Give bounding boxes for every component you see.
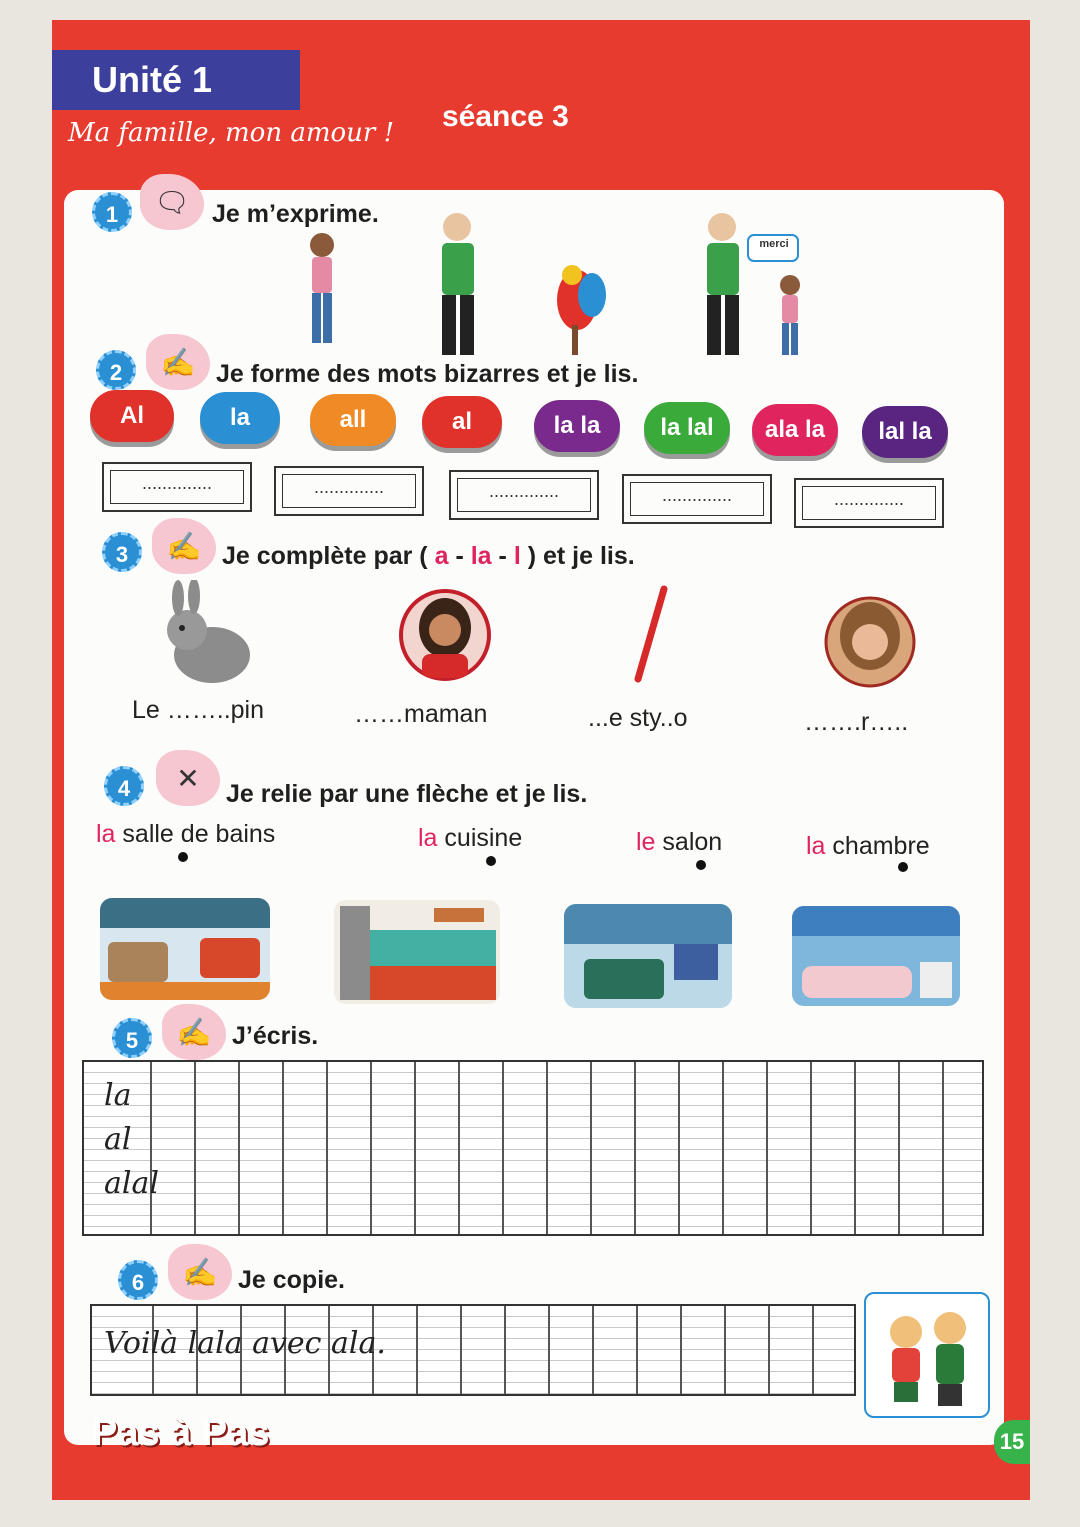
exercise-number: 2 (96, 350, 136, 390)
fill-in-word: Le ……..pin (132, 696, 265, 724)
exercise-number: 6 (118, 1260, 158, 1300)
woman-portrait (824, 596, 916, 688)
unit-label: Unité 1 (52, 50, 300, 110)
children-illustration (864, 1292, 990, 1418)
syllable-pill: al (422, 396, 502, 448)
syllable-pill: la lal (644, 402, 730, 454)
model-word: la (104, 1078, 132, 1113)
connect-dot[interactable] (696, 860, 706, 870)
mother-portrait (398, 588, 492, 682)
model-word: alal (104, 1166, 159, 1201)
syllable-pill: Al (90, 390, 174, 442)
exercise-title: Je complète par ( a - la - l ) et je lis. (222, 542, 635, 570)
exercise-title: J’écris. (232, 1022, 319, 1050)
answer-box[interactable]: .............. (449, 470, 599, 520)
girl-figure (780, 275, 800, 355)
grandpa-figure (442, 213, 474, 355)
speech-bubble-text: merci (759, 238, 789, 250)
connect-dot[interactable] (178, 852, 188, 862)
exercise-title: Je relie par une flèche et je lis. (226, 780, 588, 808)
room-label: la cuisine (418, 824, 523, 852)
model-sentence: Voilà lala avec ala. (104, 1326, 386, 1361)
writing-hand-icon: ✍ (162, 1004, 226, 1060)
page-number: 15 (994, 1420, 1030, 1464)
bedroom-image (564, 904, 732, 1008)
session-label: séance 3 (442, 100, 569, 133)
writing-grid[interactable] (82, 1060, 984, 1236)
room-label: la salle de bains (96, 820, 276, 848)
exercise-number: 1 (92, 192, 132, 232)
unit-subtitle: Ma famille, mon amour ! (68, 118, 395, 148)
rabbit-image (152, 580, 262, 690)
living-room-image (100, 898, 270, 1000)
connect-dot[interactable] (486, 856, 496, 866)
pen-image (630, 585, 670, 685)
exercise-title: Je forme des mots bizarres et je lis. (216, 360, 639, 388)
bathroom-image (792, 906, 960, 1006)
exercise-number: 5 (112, 1018, 152, 1058)
syllable-pill: ala la (752, 404, 838, 456)
answer-box[interactable]: .............. (102, 462, 252, 512)
exercise-number: 4 (104, 766, 144, 806)
answer-box[interactable]: .............. (794, 478, 944, 528)
syllable-pill: all (310, 394, 396, 446)
arrows-icon: ✕ (156, 750, 220, 806)
illustration-greeting (282, 205, 822, 365)
exercise-title: Je copie. (238, 1266, 345, 1294)
syllable-pill: la la (534, 400, 620, 452)
workbook-page (52, 20, 1030, 1500)
connect-dot[interactable] (898, 862, 908, 872)
writing-hand-icon: ✍ (168, 1244, 232, 1300)
model-word: al (104, 1122, 132, 1157)
grandpa-figure (707, 213, 739, 355)
room-label: le salon (636, 828, 723, 856)
parrot-figure (557, 265, 606, 355)
girl-figure (310, 233, 334, 343)
brand-logo: Pas à Pas (92, 1412, 270, 1454)
kitchen-image (334, 900, 500, 1004)
exercise-title: Je m’exprime. (212, 200, 379, 228)
fill-in-word: ...e sty..o (588, 704, 688, 732)
copy-grid[interactable] (90, 1304, 856, 1396)
answer-box[interactable]: .............. (622, 474, 772, 524)
writing-hand-icon: ✍ (146, 334, 210, 390)
syllable-pill: la (200, 392, 280, 444)
writing-hand-icon: ✍ (152, 518, 216, 574)
exercise-number: 3 (102, 532, 142, 572)
syllable-pill: lal la (862, 406, 948, 458)
answer-box[interactable]: .............. (274, 466, 424, 516)
fill-in-word: ……maman (354, 700, 488, 728)
room-label: la chambre (806, 832, 930, 860)
fill-in-word: …….r….. (804, 708, 909, 736)
speaking-icon: 🗨 (140, 174, 204, 230)
